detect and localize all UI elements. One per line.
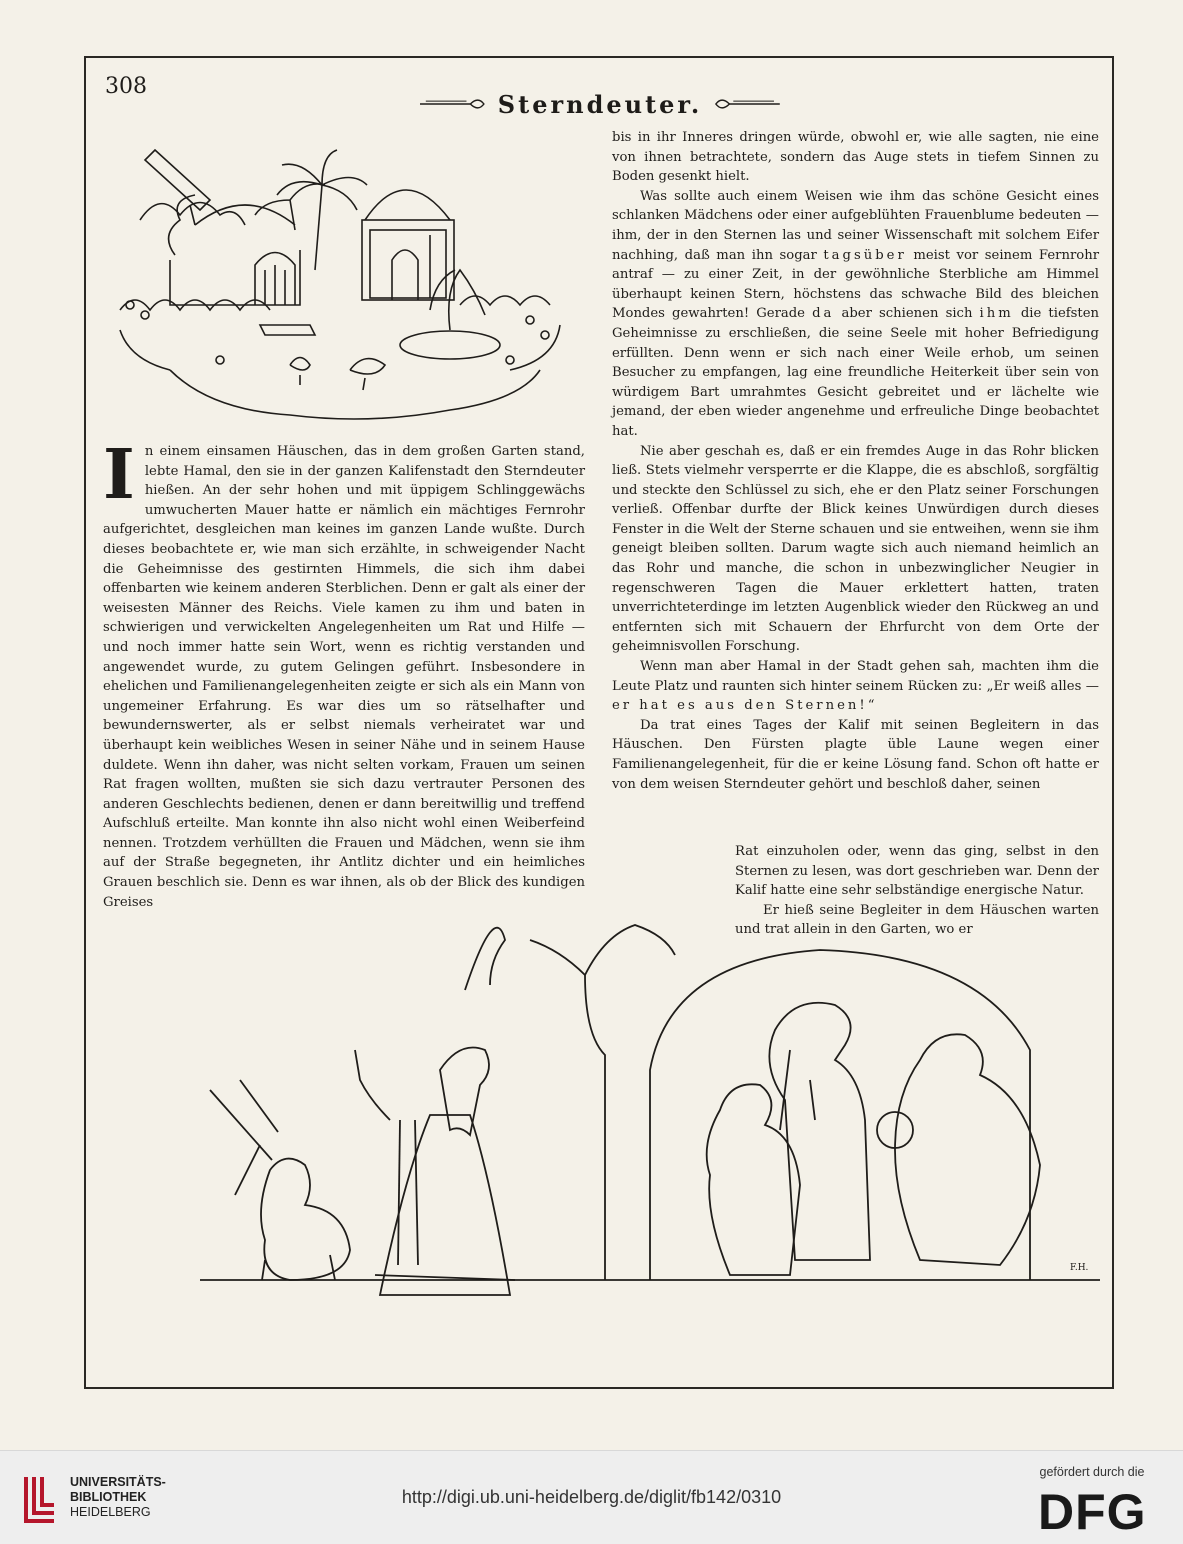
running-head: [420, 88, 780, 120]
dfg-logo: DFG: [1038, 1484, 1147, 1540]
emphasis-da: da: [812, 306, 835, 322]
right-paragraph-5: Da trat eines Tages der Kalif mit seinen Begleitern in das Häuschen. Den Fürsten plagte üble Laune wegen einer Familienangelegenheit, für die er keine Lösung fand. Schon oft hatte er von dem weisen Sterndeuter gehört und beschloß daher, seinen: [612, 717, 1099, 792]
viewer-footer: [0, 1450, 1183, 1544]
page-number: 308: [105, 74, 147, 99]
left-ornament-icon: [420, 97, 488, 111]
right-paragraph-2-text-b: meist vor seinem Fernrohr antraf — zu einer Zeit, in der gewöhnliche Sterbliche am Himmel überhaupt keinen Stern, höchstens das schwache Bild des bleichen Mondes gewahrten! Gerade: [612, 247, 1099, 322]
right-paragraph-4-text-b: “: [867, 698, 875, 714]
permalink-url[interactable]: http://digi.ub.uni-heidelberg.de/diglit/fb142/0310: [401, 1487, 782, 1507]
running-title: Sterndeuter.: [497, 89, 703, 119]
right-paragraph-1: bis in ihr Inneres dringen würde, obwohl er, wie alle sagten, nie eine von ihnen betrachtete, sondern das Auge stets in tiefem Sinnen zu Boden gesenkt hielt.: [612, 130, 1099, 185]
library-name-line-1: UNIVERSITÄTS-: [70, 1475, 166, 1489]
emphasis-quote: er hat es aus den Sternen!: [612, 698, 868, 714]
illustrator-signature: F.H.: [1070, 1263, 1089, 1273]
right-paragraph-4: [612, 657, 1099, 716]
left-paragraph-1-text: n einem einsamen Häuschen, das in dem großen Garten stand, lebte Hamal, den sie in der ganzen Kalifenstadt den Sterndeuter hießen. An der sehr hohen und mit üppigem Schlinggewächs umwucherten Mauer hatte er nämlich ein mächtiges Fernrohr aufgerichtet, desgleichen man keines im ganzen Lande wußte. Durch dieses beobachtete er, wie man sich erzählte, in schweigender Nacht die Geheimnisse des gestirnten Himmels, die sich ihm dabei offenbarten wie keinem anderen Sterblichen. Denn er galt als einer der weisesten Männer des Reichs. Viele kamen zu ihm und baten in schwierigen und verwickelten Angelegenheiten um Rat und Hilfe — und noch immer hatte sein Wort, wenn es richtig verstanden und angewendet wurde, zu gutem Gelingen geführt. Insbesondere in ehelichen und Familienangelegenheiten zeigte er sich als ein Mann von ungemeiner Erfahrung. Es war dies um so rätselhafter und bewundernswerter, als er selbst niemals verheiratet war und überhaupt kein weibliches Wesen in seiner Nähe und in seinem Hause duldete. Wenn ihn daher, was nicht selten vorkam, Frauen um seinen Rat fragen wollten, mußten sie sich dazu vertrauter Personen des anderen Geschlechts bedienen, denen er dann bereitwillig und treffend Aufschluß erteilte. Man konnte ihn also nicht wohl einen Weiberfeind nennen. Trotzdem verhüllten die Frauen und Mädchen, wenn sie ihm auf der Straße begegneten, ihr Antlitz dichter und ein heimliches Grauen beschlich sie. Denn es war ihnen, als ob der Blick des kundigen Greises: [103, 444, 585, 910]
left-paragraph-1: [103, 435, 585, 912]
kalif-scene-illustration: [200, 870, 1100, 1370]
library-name-line-2: BIBLIOTHEK: [70, 1490, 147, 1504]
library-name-line-3: HEIDELBERG: [70, 1505, 151, 1519]
right-paragraph-2-text-d: die tiefsten Geheimnisse zu erschließen, die seine Seele mit hoher Befriedigung erfüllten. Denn wenn er sich nach einer Weile erhob, um seinen Besucher zu empfangen, lag eine freundliche Heiterkeit über sein von würdigem Bart umrahmtes Gesicht gebreitet und er lächelte wie jemand, der eben wieder angenehme und erfreuliche Dinge beobachtet hat.: [612, 306, 1099, 439]
right-paragraph-2-text-c: aber schienen sich: [834, 306, 980, 322]
sponsor-text: gefördert durch die: [1039, 1465, 1145, 1479]
emphasis-ihm: ihm: [979, 306, 1014, 322]
right-paragraph-4-text-a: Wenn man aber Hamal in der Stadt gehen sah, machten ihm die Leute Platz und raunten sich hinter seinem Rücken zu: „Er weiß alles —: [612, 659, 1099, 694]
garden-illustration: [100, 130, 580, 430]
right-paragraph-5-continued: Rat einzuholen oder, wenn das ging, selbst in den Sternen zu lesen, was dort geschrieben war. Denn der Kalif hatte eine sehr selbständige energische Natur.: [735, 844, 1099, 899]
right-ornament-icon: [712, 97, 780, 111]
emphasis-tagsueber: tagsüber: [823, 247, 907, 263]
drop-cap: I: [103, 435, 135, 515]
right-paragraph-2-text-a: Was sollte auch einem Weisen wie ihm das schöne Gesicht eines schlanken Mädchens oder einer aufgeblühten Frauenblume bedeuten — ihm, der in den Sternen las und seiner Wissenschaft mit solchem Eifer nachhing, daß man ihn sogar: [612, 188, 1099, 263]
right-column-text: [612, 128, 1099, 794]
right-paragraph-6: Er hieß seine Begleiter in dem Häuschen warten und trat allein in den Garten, wo er: [735, 902, 1099, 938]
left-column-text: [103, 435, 585, 912]
right-paragraph-2: [612, 187, 1099, 442]
right-paragraph-3: Nie aber geschah es, daß er ein fremdes Auge in das Rohr blicken ließ. Stets vielmehr versperrte er die Klappe, die es abschloß, sorgfältig und steckte den Schlüssel zu sich, ehe er den Platz seiner Forschungen verließ. Offenbar durfte der Blick keines Unwürdigen durch dieses Fenster in die Welt der Sterne schauen und sie entweihen, wenn sie ihm geneigt bleiben sollten. Darum wagte sich auch niemand heimlich an das Rohr und manche, die schon in unbezwinglicher Neugier in regenschweren Tagen die Mauer erklettert hatten, traten unverrichteterdinge im letzten Augenblick wieder den Rückweg an und entfernten sich mit Schauern der Ehrfurcht von dem Orte der geheimnisvollen Forschung.: [612, 443, 1099, 655]
